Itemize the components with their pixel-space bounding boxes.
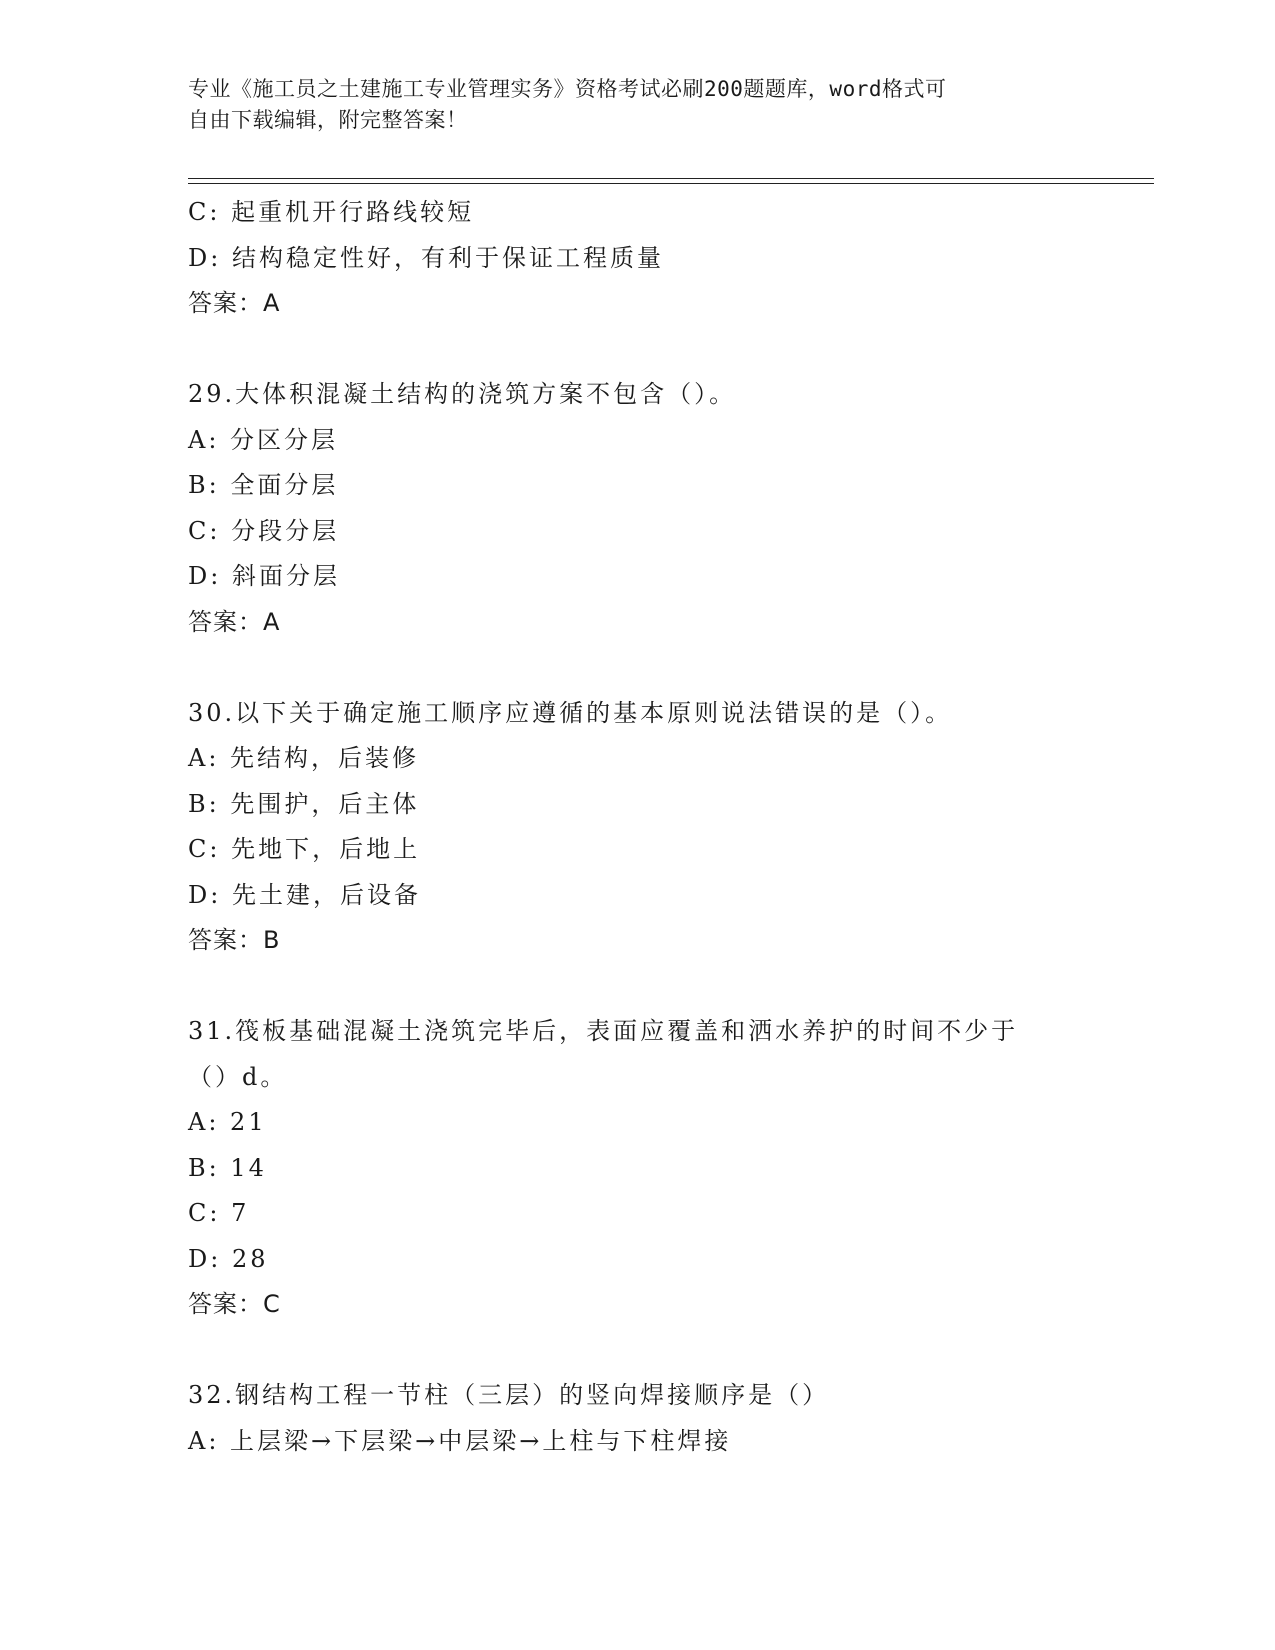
option-d: D: 28 [188,1244,269,1273]
option-b: B: 全面分层 [188,471,339,499]
document-header [188,74,1068,136]
option-a: A: 先结构，后装修 [188,744,420,772]
option-b: B: 14 [188,1153,267,1182]
option-b: B: 先围护，后主体 [188,789,420,818]
answer-line: 答案：B [188,926,281,954]
option-c: C: 7 [188,1199,250,1227]
header-divider-bottom [188,183,1154,184]
question-text: 29.大体积混凝土结构的浇筑方案不包含（）。 [188,380,737,408]
question-list [188,190,1088,1464]
option-d: D: 先土建，后设备 [188,880,421,909]
spacer [188,964,1088,1010]
option-d: D: 斜面分层 [188,562,340,590]
question-28-tail [188,190,1088,327]
option-c: C: 起重机开行路线较短 [188,198,475,226]
question-text-line-1: 31.筏板基础混凝土浇筑完毕后，表面应覆盖和洒水养护的时间不少于 [188,1017,1019,1045]
header-title-line-1: 专业《施工员之土建施工专业管理实务》资格考试必刷200题题库，word格式可 [188,77,947,101]
option-c: C: 先地下，后地上 [188,835,421,863]
spacer [188,327,1088,373]
answer-line: 答案：A [188,607,281,636]
option-a: A: 21 [188,1108,267,1136]
question-30 [188,691,1088,964]
question-32 [188,1373,1088,1464]
option-c: C: 分段分层 [188,516,340,545]
question-text-line-2: （）d。 [188,1062,288,1091]
spacer [188,1328,1088,1374]
spacer [188,645,1088,691]
answer-line: 答案：C [188,1290,281,1318]
option-d: D: 结构稳定性好，有利于保证工程质量 [188,243,664,272]
header-divider-top [188,178,1154,179]
question-text: 32.钢结构工程一节柱（三层）的竖向焊接顺序是（） [188,1381,830,1409]
question-29 [188,372,1088,645]
question-text: 30.以下关于确定施工顺序应遵循的基本原则说法错误的是（）。 [188,698,953,727]
option-a: A: 上层梁→下层梁→中层梁→上柱与下柱焊接 [188,1426,732,1455]
answer-line: 答案：A [188,289,281,317]
header-title-line-2: 自由下载编辑，附完整答案！ [188,108,468,132]
option-a: A: 分区分层 [188,425,339,454]
question-31 [188,1009,1088,1328]
